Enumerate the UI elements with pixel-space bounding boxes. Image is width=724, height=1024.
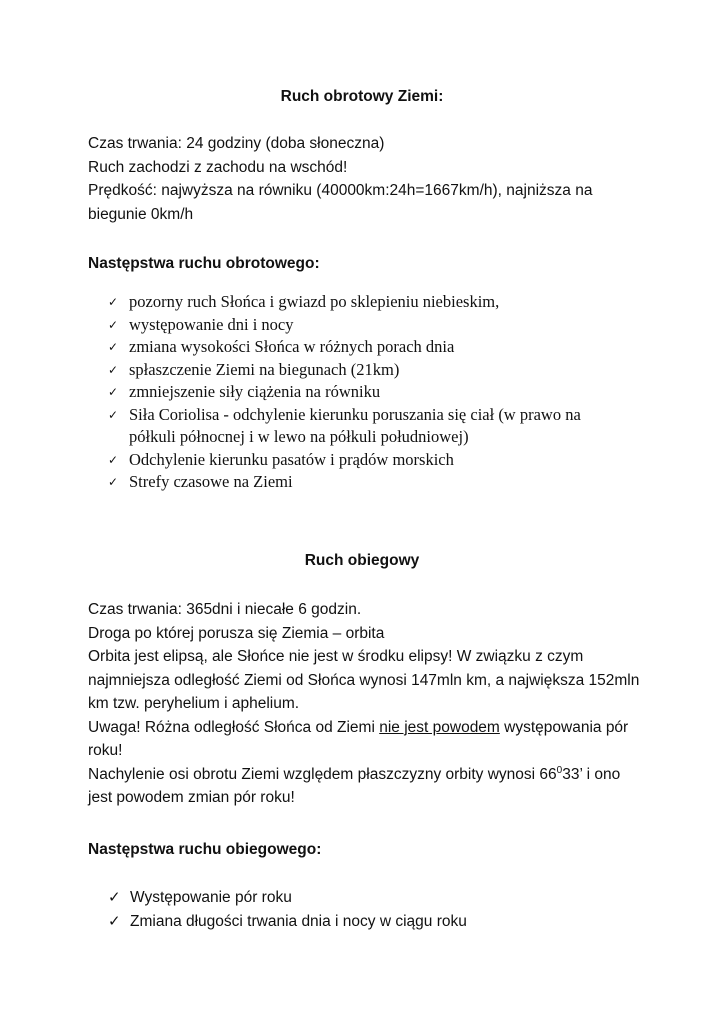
rotation-direction: Ruch zachodzi z zachodu na wschód!: [88, 158, 348, 176]
check-icon: ✓: [108, 889, 121, 906]
list-item: ✓ zmniejszenie siły ciążenia na równiku: [108, 381, 581, 404]
check-icon: ✓: [108, 913, 121, 930]
list-item: ✓ zmiana wysokości Słońca w różnych porach dnia: [108, 336, 581, 359]
list-item: ✓ Zmiana długości trwania dnia i nocy w ciągu roku: [108, 910, 467, 934]
check-icon: ✓: [108, 340, 119, 354]
list-item: ✓ występowanie dni i nocy: [108, 314, 581, 337]
coriolis-continuation: półkuli północnej i w lewo na półkuli południowej): [129, 427, 469, 446]
orbit-distance: najmniejsza odległość Ziemi od Słońca wynosi 147mln km, a największa 152mln: [88, 671, 640, 689]
rotation-info: [88, 132, 648, 226]
check-icon: ✓: [108, 475, 119, 489]
list-item: ✓ spłaszczenie Ziemi na biegunach (21km): [108, 359, 581, 382]
orbit-path: Droga po której porusza się Ziemia – orbita: [88, 624, 385, 642]
check-icon: ✓: [108, 317, 119, 332]
orbit-warning-cont: roku!: [88, 742, 123, 759]
list-item: ✓ Siła Coriolisa - odchylenie kierunku poruszania się ciał (w prawo na półkuli północnej i w lewo na półkuli południowej): [108, 404, 581, 446]
orbit-ellipse: Orbita jest elipsą, ale Słońce nie jest w środku elipsy! W związku z czym: [88, 648, 584, 665]
rotation-speed-cont: biegunie 0km/h: [88, 205, 194, 223]
rotation-title: Ruch obrotowy Ziemi:: [280, 88, 444, 105]
rotation-consequences-heading: Następstwa ruchu obrotowego:: [88, 255, 320, 272]
list-item: ✓ pozorny ruch Słońca i gwiazd po sklepieniu niebieskim,: [108, 291, 581, 314]
check-icon: ✓: [108, 407, 119, 422]
degree-superscript: 0: [556, 764, 563, 776]
check-icon: ✓: [108, 295, 119, 309]
list-item: ✓ Odchylenie kierunku pasatów i prądów morskich: [108, 449, 581, 472]
orbit-consequences-heading: Następstwa ruchu obiegowego:: [88, 841, 322, 858]
rotation-duration: Czas trwania: 24 godziny (doba słoneczna): [88, 135, 385, 152]
orbit-distance-cont: km tzw. peryhelium i aphelium.: [88, 695, 300, 712]
list-item: ✓ Występowanie pór roku: [108, 886, 467, 910]
orbit-warning: Uwaga! Różna odległość Słońca od Ziemi nie jest powodem występowania pór: [88, 718, 629, 736]
check-icon: ✓: [108, 362, 119, 377]
orbit-consequences-list: [108, 886, 467, 934]
orbit-title: Ruch obiegowy: [304, 552, 420, 569]
underlined-phrase: nie jest powodem: [379, 718, 500, 736]
orbit-tilt: Nachylenie osi obrotu Ziemi względem płaszczyzny orbity wynosi $66^033$’ i ono: [88, 764, 621, 783]
check-icon: ✓: [108, 385, 119, 399]
orbit-tilt-cont: jest powodem zmian pór roku!: [88, 789, 295, 806]
list-item: ✓ Strefy czasowe na Ziemi: [108, 471, 581, 494]
orbit-info: [88, 598, 648, 810]
rotation-speed: Prędkość: najwyższa na równiku (40000km:24h=1667km/h), najniższa na: [88, 182, 593, 199]
rotation-consequences-list: [108, 291, 581, 494]
orbit-duration: Czas trwania: 365dni i niecałe 6 godzin.: [88, 601, 362, 618]
check-icon: ✓: [108, 452, 119, 467]
